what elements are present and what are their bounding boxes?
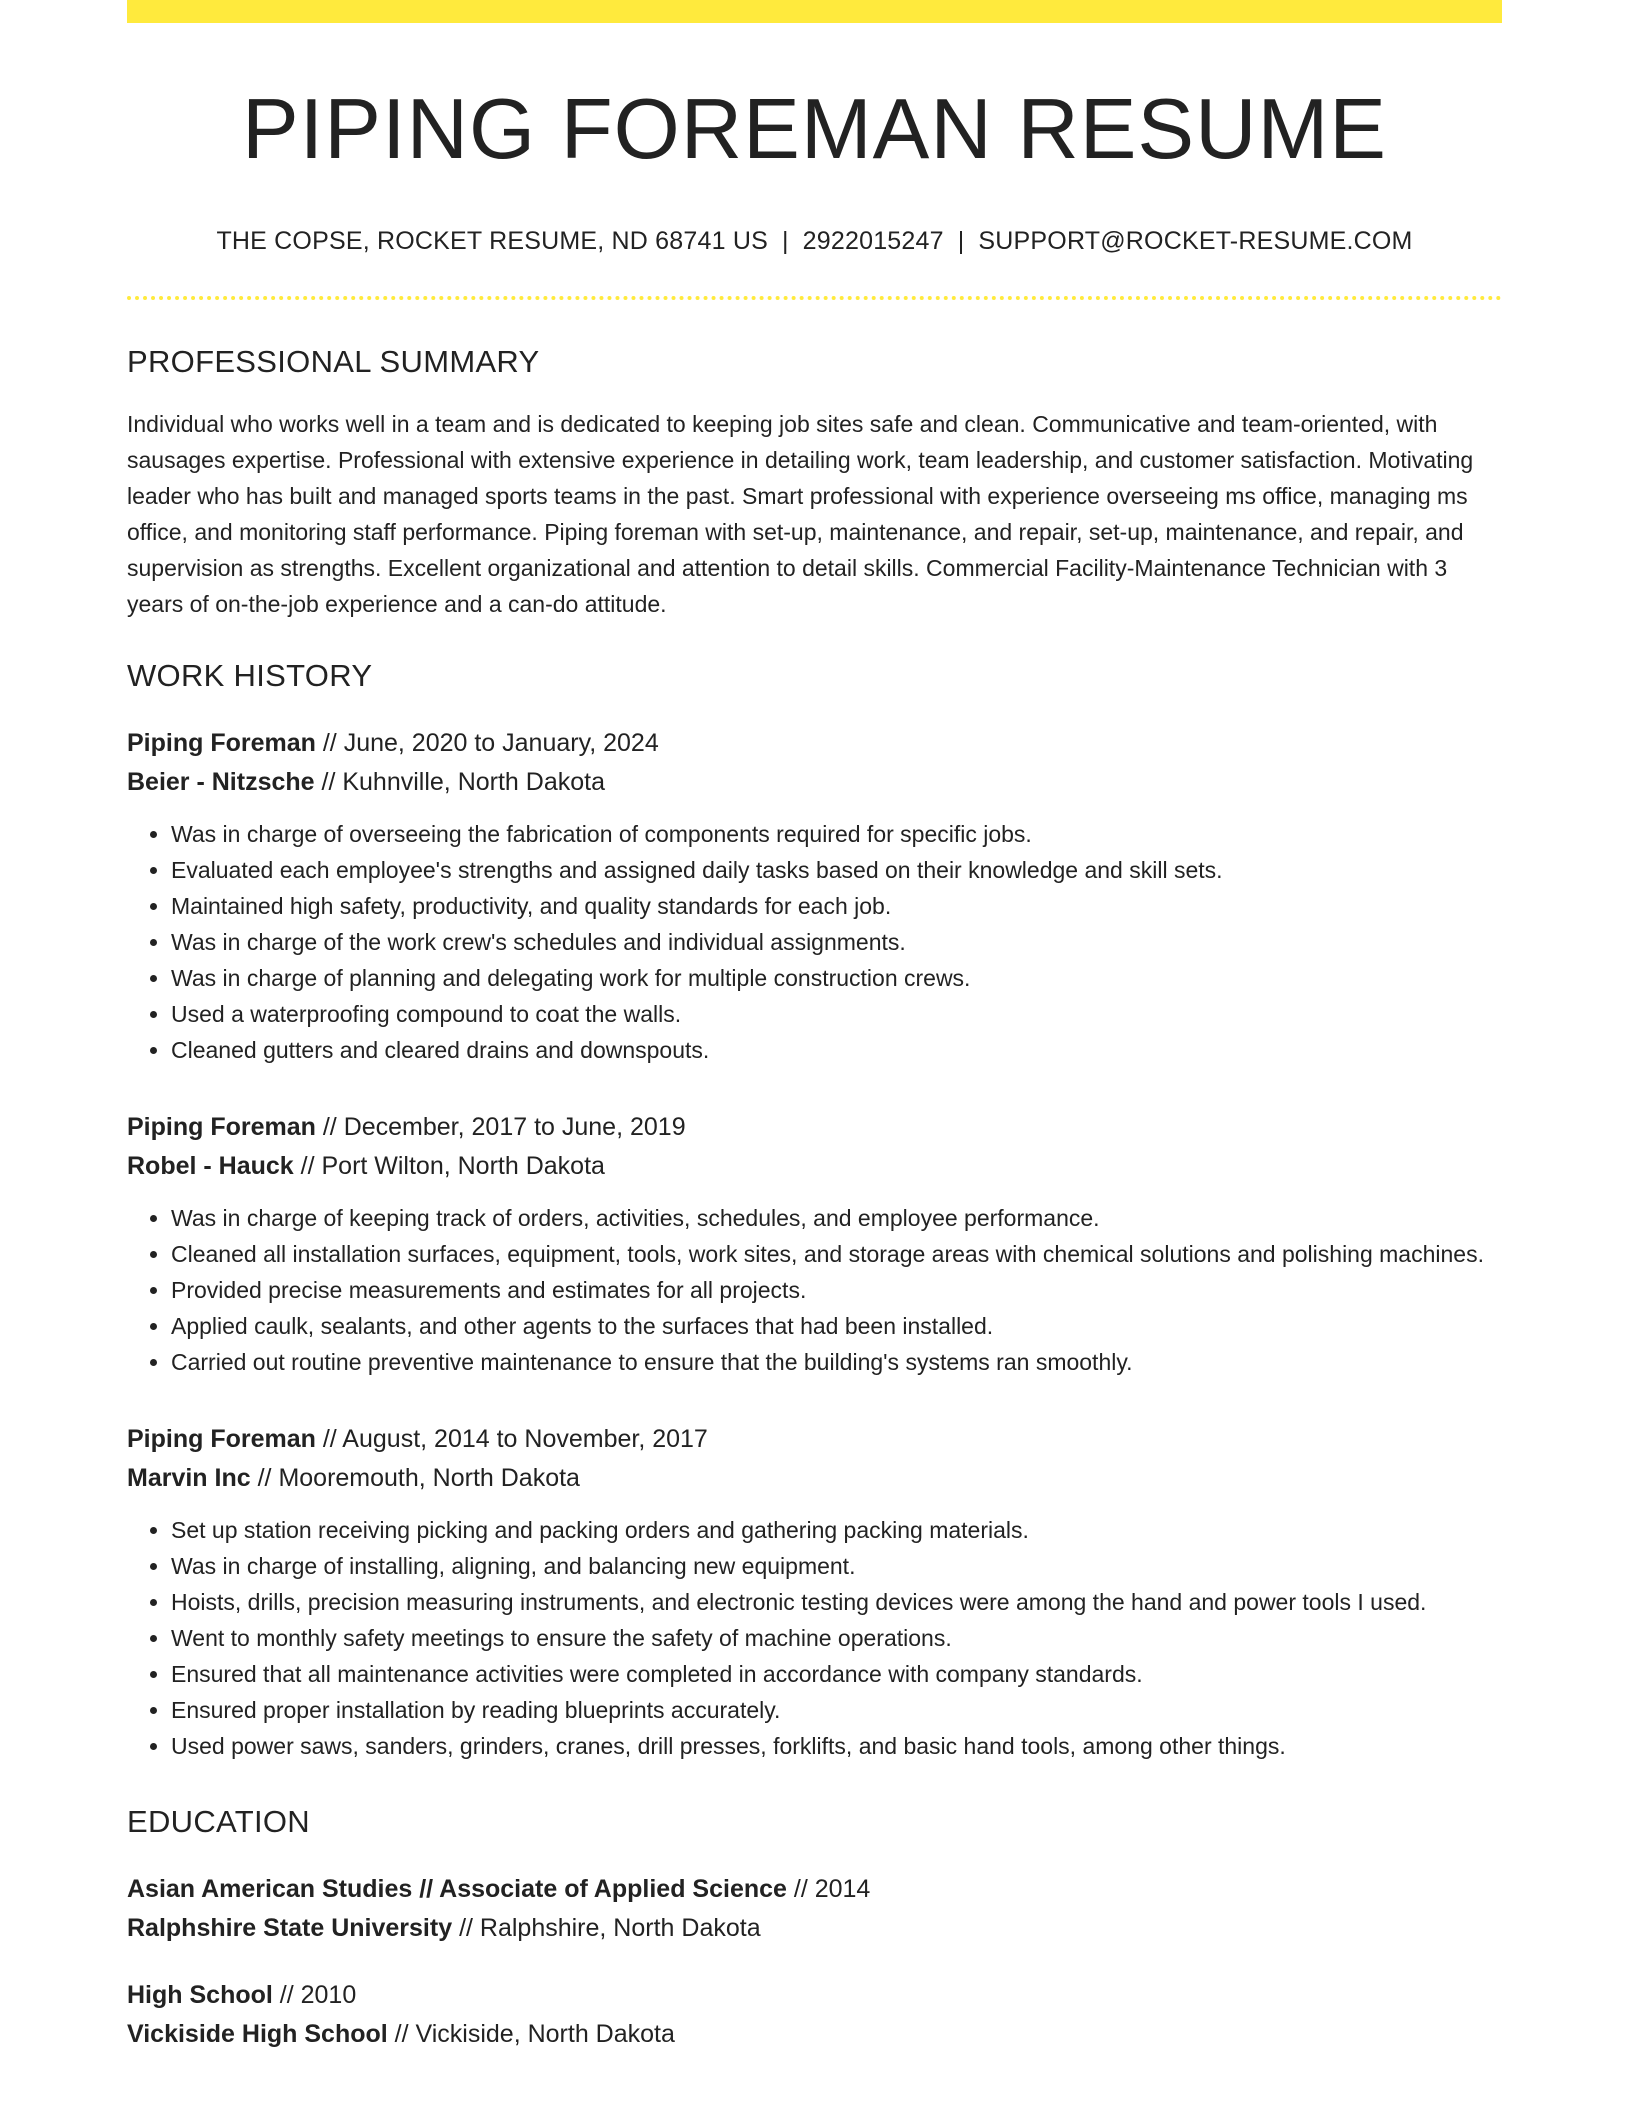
- education-entry: [127, 1976, 1502, 2054]
- job-company: Marvin Inc: [127, 1463, 251, 1492]
- job-company-line: [127, 1147, 1502, 1186]
- education-year: // 2010: [272, 1980, 357, 2009]
- job-bullet: • Provided precise measurements and estimates for all projects.: [171, 1272, 1502, 1308]
- job-entry: [127, 724, 1502, 1068]
- job-company-line: [127, 763, 1502, 802]
- education-school: Ralphshire State University: [127, 1913, 453, 1942]
- job-title-line: [127, 1420, 1502, 1459]
- job-bullet: • Used power saws, sanders, grinders, cranes, drill presses, forklifts, and basic hand tools, among other things.: [171, 1728, 1502, 1764]
- job-title-line: [127, 724, 1502, 763]
- job-bullet: • Was in charge of installing, aligning, and balancing new equipment.: [171, 1548, 1502, 1584]
- address: THE COPSE, ROCKET RESUME, ND 68741 US: [216, 226, 768, 255]
- job-bullet: • Evaluated each employee's strengths and assigned daily tasks based on their knowledge and skill sets.: [171, 852, 1502, 888]
- work-history-heading: WORK HISTORY: [127, 657, 373, 693]
- job-bullet: • Was in charge of overseeing the fabrication of components required for specific jobs.: [171, 816, 1502, 852]
- education-school: Vickiside High School: [127, 2019, 388, 2048]
- education-heading: EDUCATION: [127, 1803, 310, 1839]
- contact-separator: |: [781, 226, 789, 255]
- education-list: [127, 1870, 1502, 2054]
- education-degree: High School: [127, 1980, 273, 2009]
- job-position: Piping Foreman: [127, 1112, 316, 1141]
- job-bullet: • Maintained high safety, productivity, and quality standards for each job.: [171, 888, 1502, 924]
- summary-heading: PROFESSIONAL SUMMARY: [127, 343, 540, 379]
- job-bullet: • Was in charge of keeping track of orders, activities, schedules, and employee performance.: [171, 1200, 1502, 1236]
- email: SUPPORT@ROCKET-RESUME.COM: [978, 226, 1413, 255]
- job-company: Beier - Nitzsche: [127, 767, 315, 796]
- job-location: // Port Wilton, North Dakota: [293, 1151, 605, 1180]
- phone: 2922015247: [802, 226, 944, 255]
- education-year: // 2014: [786, 1874, 871, 1903]
- education-school-line: [127, 2015, 1502, 2054]
- education-entry: [127, 1870, 1502, 1948]
- job-bullet: • Used a waterproofing compound to coat the walls.: [171, 996, 1502, 1032]
- job-bullet: • Hoists, drills, precision measuring instruments, and electronic testing devices were among the hand and power tools I used.: [171, 1584, 1502, 1620]
- summary-text: Individual who works well in a team and is dedicated to keeping job sites safe and clean. Communicative and team-oriented, with sausages expertise. Professional with extensive experience in detailing work, team leadership, and customer satisfaction. Motivating leader who has built and managed sports teams in the past. Smart professional with experience overseeing ms office, managing ms office, and monitoring staff performance. Piping foreman with set-up, maintenance, and repair, set-up, maintenance, and repair, and supervision as strengths. Excellent organizational and attention to detail skills. Commercial Facility-Maintenance Technician with 3 years of on-the-job experience and a can-do attitude.: [127, 410, 1474, 617]
- top-accent-bar: [127, 0, 1502, 23]
- job-position: Piping Foreman: [127, 1424, 316, 1453]
- dotted-divider: [127, 296, 1502, 300]
- job-location: // Kuhnville, North Dakota: [314, 767, 605, 796]
- education-degree: Asian American Studies // Associate of Applied Science: [127, 1874, 787, 1903]
- education-degree-line: [127, 1870, 1502, 1909]
- job-company-line: [127, 1459, 1502, 1498]
- job-entry: [127, 1108, 1502, 1380]
- education-location: // Vickiside, North Dakota: [387, 2019, 675, 2048]
- job-bullet: • Set up station receiving picking and packing orders and gathering packing materials.: [171, 1512, 1502, 1548]
- job-bullet: • Ensured proper installation by reading blueprints accurately.: [171, 1692, 1502, 1728]
- resume-page: [127, 0, 1502, 2054]
- job-bullet-list: [127, 1200, 1502, 1380]
- contact-line: [127, 227, 1502, 256]
- job-dates: // June, 2020 to January, 2024: [315, 728, 659, 757]
- education-degree-line: [127, 1976, 1502, 2015]
- job-bullet: • Was in charge of planning and delegating work for multiple construction crews.: [171, 960, 1502, 996]
- job-bullet: • Carried out routine preventive maintenance to ensure that the building's systems ran smoothly.: [171, 1344, 1502, 1380]
- job-company: Robel - Hauck: [127, 1151, 294, 1180]
- job-dates: // December, 2017 to June, 2019: [315, 1112, 686, 1141]
- job-bullet: • Went to monthly safety meetings to ensure the safety of machine operations.: [171, 1620, 1502, 1656]
- job-bullet-list: [127, 1512, 1502, 1764]
- job-title-line: [127, 1108, 1502, 1147]
- job-bullet: • Applied caulk, sealants, and other agents to the surfaces that had been installed.: [171, 1308, 1502, 1344]
- contact-separator: |: [957, 226, 965, 255]
- job-bullet-list: [127, 816, 1502, 1068]
- education-location: // Ralphshire, North Dakota: [452, 1913, 761, 1942]
- job-bullet: • Cleaned gutters and cleared drains and downspouts.: [171, 1032, 1502, 1068]
- education-school-line: [127, 1909, 1502, 1948]
- job-bullet: • Ensured that all maintenance activities were completed in accordance with company standards.: [171, 1656, 1502, 1692]
- job-bullet: • Cleaned all installation surfaces, equipment, tools, work sites, and storage areas with chemical solutions and polishing machines.: [171, 1236, 1502, 1272]
- resume-title: PIPING FOREMAN RESUME: [241, 82, 1387, 177]
- job-position: Piping Foreman: [127, 728, 316, 757]
- job-entry: [127, 1420, 1502, 1764]
- job-bullet: • Was in charge of the work crew's schedules and individual assignments.: [171, 924, 1502, 960]
- job-dates: // August, 2014 to November, 2017: [315, 1424, 708, 1453]
- work-history-list: [127, 724, 1502, 1764]
- job-location: // Mooremouth, North Dakota: [250, 1463, 580, 1492]
